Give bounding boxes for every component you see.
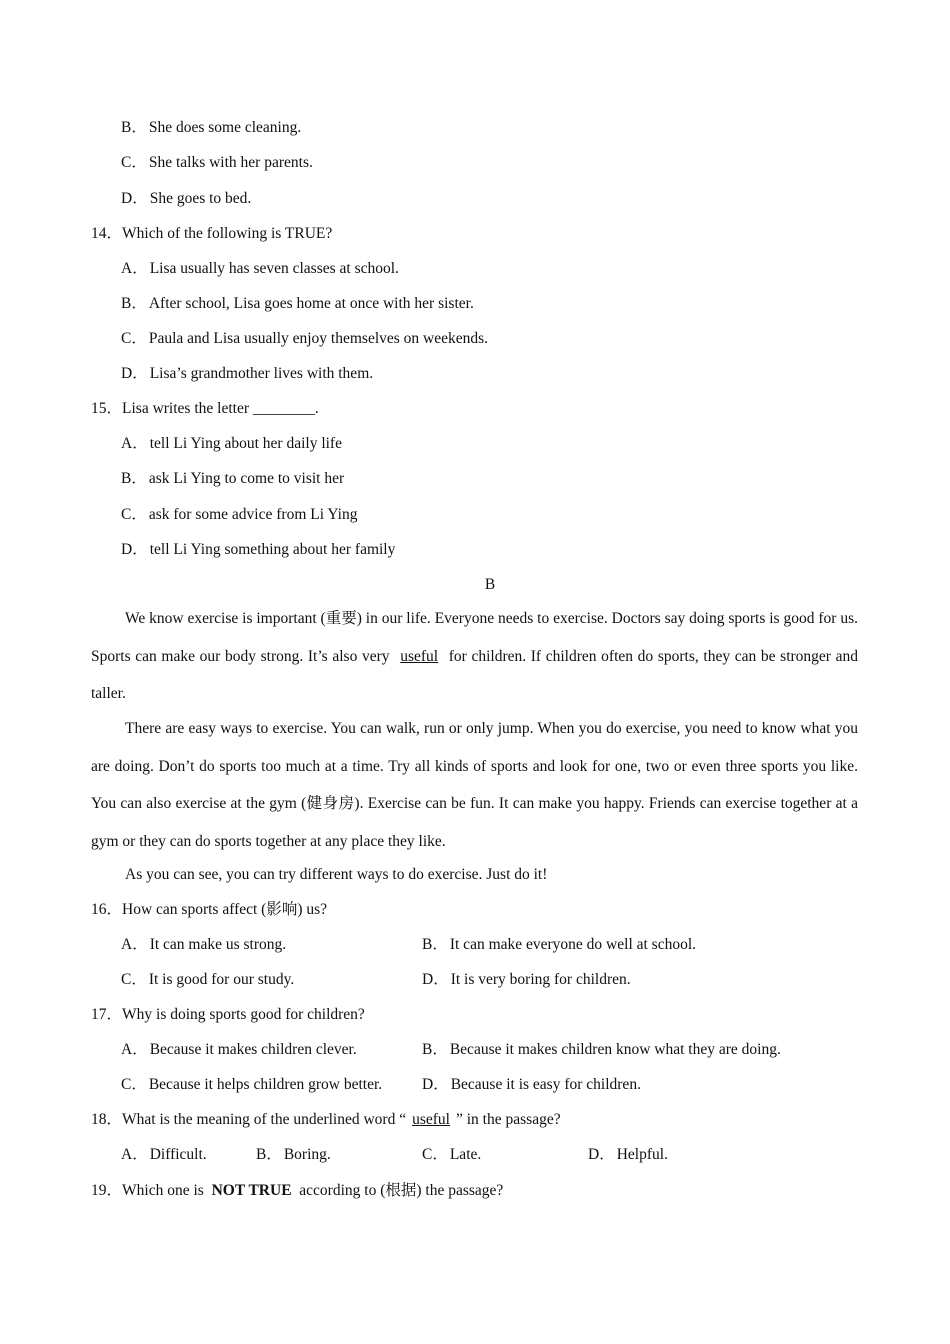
q15-option-c: C． ask for some advice from Li Ying: [121, 506, 358, 523]
q17-option-d: D． Because it is easy for children.: [422, 1076, 641, 1093]
q18-option-a: A． Difficult.: [121, 1146, 207, 1163]
question-19: 19．Which one is NOT TRUE according to (根据) the passage?: [91, 1182, 504, 1199]
question-14: 14．Which of the following is TRUE?: [91, 225, 333, 242]
section-title: B: [484, 576, 496, 593]
q18-option-b: B． Boring.: [256, 1146, 331, 1163]
q14-option-c: C． Paula and Lisa usually enjoy themselves on weekends.: [121, 330, 489, 347]
underlined-word: useful: [412, 1111, 450, 1128]
question-17: 17．Why is doing sports good for children?: [91, 1006, 365, 1023]
q14-option-b: B． After school, Lisa goes home at once with her sister.: [121, 295, 474, 312]
q16-option-a: A． It can make us strong.: [121, 936, 287, 953]
question-18: 18．What is the meaning of the underlined word “ useful ” in the passage?: [91, 1111, 561, 1128]
q18-option-d: D． Helpful.: [588, 1146, 668, 1163]
passage-paragraph-1: We know exercise is important (重要) in our life. Everyone needs to exercise. Doctors say doing sports is good for us. Sports can make our body strong. It’s also very useful for children. If children often do sports, they can be stronger and taller.: [91, 610, 859, 702]
q14-option-d: D． Lisa’s grandmother lives with them.: [121, 365, 374, 382]
q17-option-b: B． Because it makes children know what they are doing.: [422, 1041, 781, 1058]
q14-option-a: A． Lisa usually has seven classes at school.: [121, 260, 399, 277]
q15-option-a: A． tell Li Ying about her daily life: [121, 435, 342, 452]
q17-option-c: C． Because it helps children grow better.: [121, 1076, 383, 1093]
q17-option-a: A． Because it makes children clever.: [121, 1041, 357, 1058]
q16-option-d: D． It is very boring for children.: [422, 971, 631, 988]
q16-option-b: B． It can make everyone do well at school.: [422, 936, 697, 953]
question-15: 15．Lisa writes the letter ________.: [91, 400, 319, 417]
q15-option-d: D． tell Li Ying something about her family: [121, 541, 396, 558]
passage-paragraph-3: As you can see, you can try different ways to do exercise. Just do it!: [125, 866, 548, 883]
q13-option-d: D． She goes to bed.: [121, 190, 252, 207]
q13-option-c: C． She talks with her parents.: [121, 154, 313, 171]
passage-paragraph-2: There are easy ways to exercise. You can walk, run or only jump. When you do exercise, you need to know what you are doing. Don’t do sports too much at a time. Try all kinds of sports and look for one, two or even three sports you like. You can also exercise at the gym (健身房). Exercise can be fun. It can make you happy. Friends can exercise together at a gym or they can do sports together at any place they like.: [91, 720, 858, 850]
question-16: 16．How can sports affect (影响) us?: [91, 901, 328, 918]
q13-option-b: B． She does some cleaning.: [121, 119, 302, 136]
q16-option-c: C． It is good for our study.: [121, 971, 295, 988]
underlined-word: useful: [400, 647, 439, 665]
q15-option-b: B． ask Li Ying to come to visit her: [121, 470, 345, 487]
q18-option-c: C． Late.: [422, 1146, 482, 1163]
